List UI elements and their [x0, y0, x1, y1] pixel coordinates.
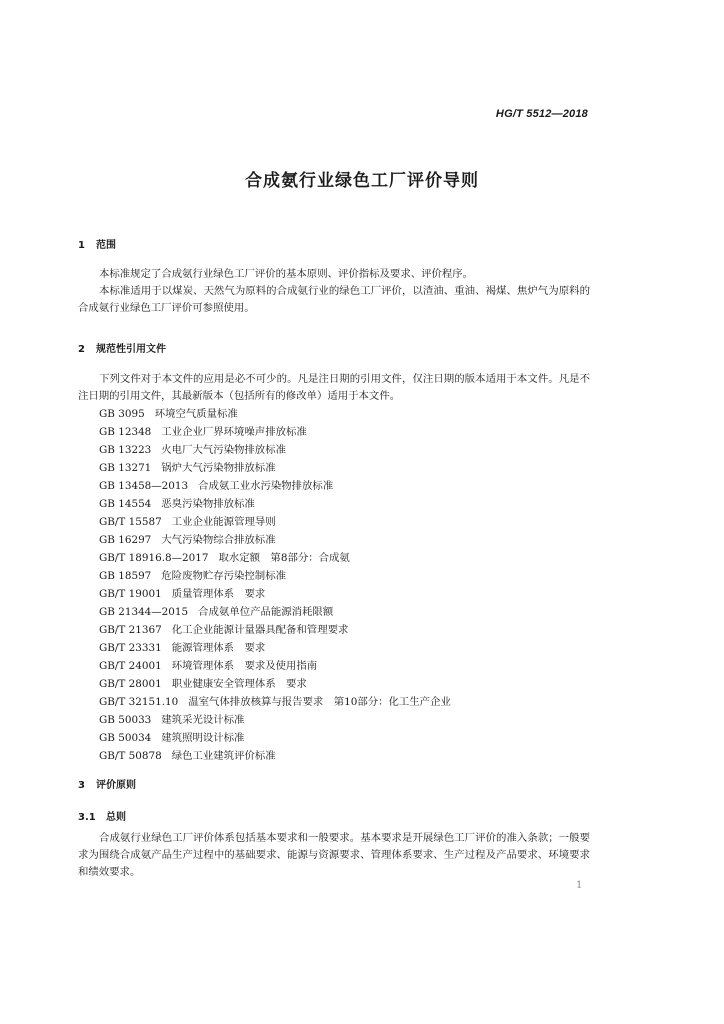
reference-item: [99, 657, 451, 675]
reference-item: [99, 495, 451, 513]
reference-code: GB 50033: [99, 714, 152, 726]
reference-item: [99, 693, 451, 711]
reference-code: GB 3095: [99, 408, 145, 420]
reference-code: GB 13223: [99, 444, 152, 456]
reference-code: GB/T 28001: [99, 678, 162, 690]
reference-title: 恶臭污染物排放标准: [161, 498, 255, 510]
section-title: 总则: [106, 812, 126, 823]
reference-title: 危险废物贮存污染控制标准: [161, 570, 286, 582]
reference-item: [99, 459, 451, 477]
general-principle-paragraph: 合成氨行业绿色工厂评价体系包括基本要求和一般要求。基本要求是开展绿色工厂评价的准入条款；一般要求为围绕合成氨产品生产过程中的基础要求、能源与资源要求、管理体系要求、生产过程及产品要求、环境要求和绩效要求。: [78, 832, 590, 878]
reference-title: 工业企业能源管理导则: [171, 516, 276, 528]
reference-title: 锅炉大气污染物排放标准: [161, 462, 276, 474]
reference-item: [99, 603, 451, 621]
reference-code: GB 12348: [99, 426, 152, 438]
reference-title: 建筑照明设计标准: [161, 732, 245, 744]
reference-title: 能源管理体系 要求: [171, 642, 266, 654]
section-number: 2: [78, 344, 85, 355]
reference-title: 环境空气质量标准: [154, 408, 238, 420]
reference-item: [99, 477, 451, 495]
reference-title: 环境管理体系 要求及使用指南: [171, 660, 318, 672]
reference-title: 取水定额 第8部分：合成氨: [218, 552, 350, 564]
section-title: 规范性引用文件: [96, 344, 166, 355]
reference-code: GB/T 19001: [99, 588, 162, 600]
reference-item: [99, 513, 451, 531]
reference-code: GB 16297: [99, 534, 152, 546]
reference-title: 大气污染物综合排放标准: [161, 534, 276, 546]
reference-list: [99, 405, 451, 765]
section-number: 3.1: [78, 812, 96, 823]
reference-title: 工业企业厂界环境噪声排放标准: [161, 426, 307, 438]
reference-code: GB/T 32151.10: [99, 696, 179, 708]
reference-code: GB/T 24001: [99, 660, 162, 672]
reference-item: [99, 729, 451, 747]
section-title: 范围: [96, 240, 116, 251]
reference-code: GB/T 21367: [99, 624, 162, 636]
section-1-heading: [78, 236, 116, 251]
reference-item: [99, 531, 451, 549]
section-title: 评价原则: [96, 780, 136, 791]
reference-code: GB 21344—2015: [99, 606, 189, 618]
reference-title: 化工企业能源计量器具配备和管理要求: [171, 624, 349, 636]
reference-item: [99, 405, 451, 423]
reference-item: [99, 675, 451, 693]
reference-title: 温室气体排放核算与报告要求 第10部分：化工生产企业: [188, 696, 451, 708]
reference-title: 绿色工业建筑评价标准: [171, 750, 276, 762]
reference-code: GB 50034: [99, 732, 152, 744]
reference-title: 火电厂大气污染物排放标准: [161, 444, 286, 456]
reference-item: [99, 567, 451, 585]
reference-title: 合成氨工业水污染物排放标准: [198, 480, 334, 492]
scope-paragraph-2: 本标准适用于以煤炭、天然气为原料的合成氨行业的绿色工厂评价，以渣油、重油、褐煤、焦炉气为原料的合成氨行业绿色工厂评价可参照使用。: [78, 285, 590, 314]
references-intro: 下列文件对于本文件的应用是必不可少的。凡是注日期的引用文件，仅注日期的版本适用于本文件。凡是不注日期的引用文件，其最新版本（包括所有的修改单）适用于本文件。: [78, 373, 590, 402]
reference-title: 建筑采光设计标准: [161, 714, 245, 726]
reference-item: [99, 423, 451, 441]
reference-item: [99, 711, 451, 729]
reference-item: [99, 585, 451, 603]
page-number: 1: [576, 880, 583, 891]
section-3-1-heading: [78, 808, 126, 823]
reference-code: GB/T 50878: [99, 750, 162, 762]
scope-paragraph-1: 本标准规定了合成氨行业绿色工厂评价的基本原则、评价指标及要求、评价程序。: [99, 268, 474, 280]
document-title: 合成氨行业绿色工厂评价导则: [245, 171, 479, 191]
reference-code: GB 13271: [99, 462, 152, 474]
reference-title: 合成氨单位产品能源消耗限额: [198, 606, 334, 618]
section-3-heading: [78, 776, 136, 791]
reference-code: GB/T 23331: [99, 642, 162, 654]
reference-item: [99, 747, 451, 765]
reference-code: GB/T 15587: [99, 516, 162, 528]
reference-item: [99, 441, 451, 459]
reference-title: 职业健康安全管理体系 要求: [171, 678, 307, 690]
reference-item: [99, 639, 451, 657]
section-2-heading: [78, 340, 166, 355]
section-number: 1: [78, 240, 85, 251]
reference-item: [99, 549, 451, 567]
reference-code: GB 13458—2013: [99, 480, 189, 492]
reference-code: GB 18597: [99, 570, 152, 582]
reference-code: GB/T 18916.8—2017: [99, 552, 209, 564]
reference-code: GB 14554: [99, 498, 152, 510]
reference-title: 质量管理体系 要求: [171, 588, 266, 600]
standard-code: HG/T 5512—2018: [495, 108, 588, 120]
section-number: 3: [78, 780, 85, 791]
reference-item: [99, 621, 451, 639]
